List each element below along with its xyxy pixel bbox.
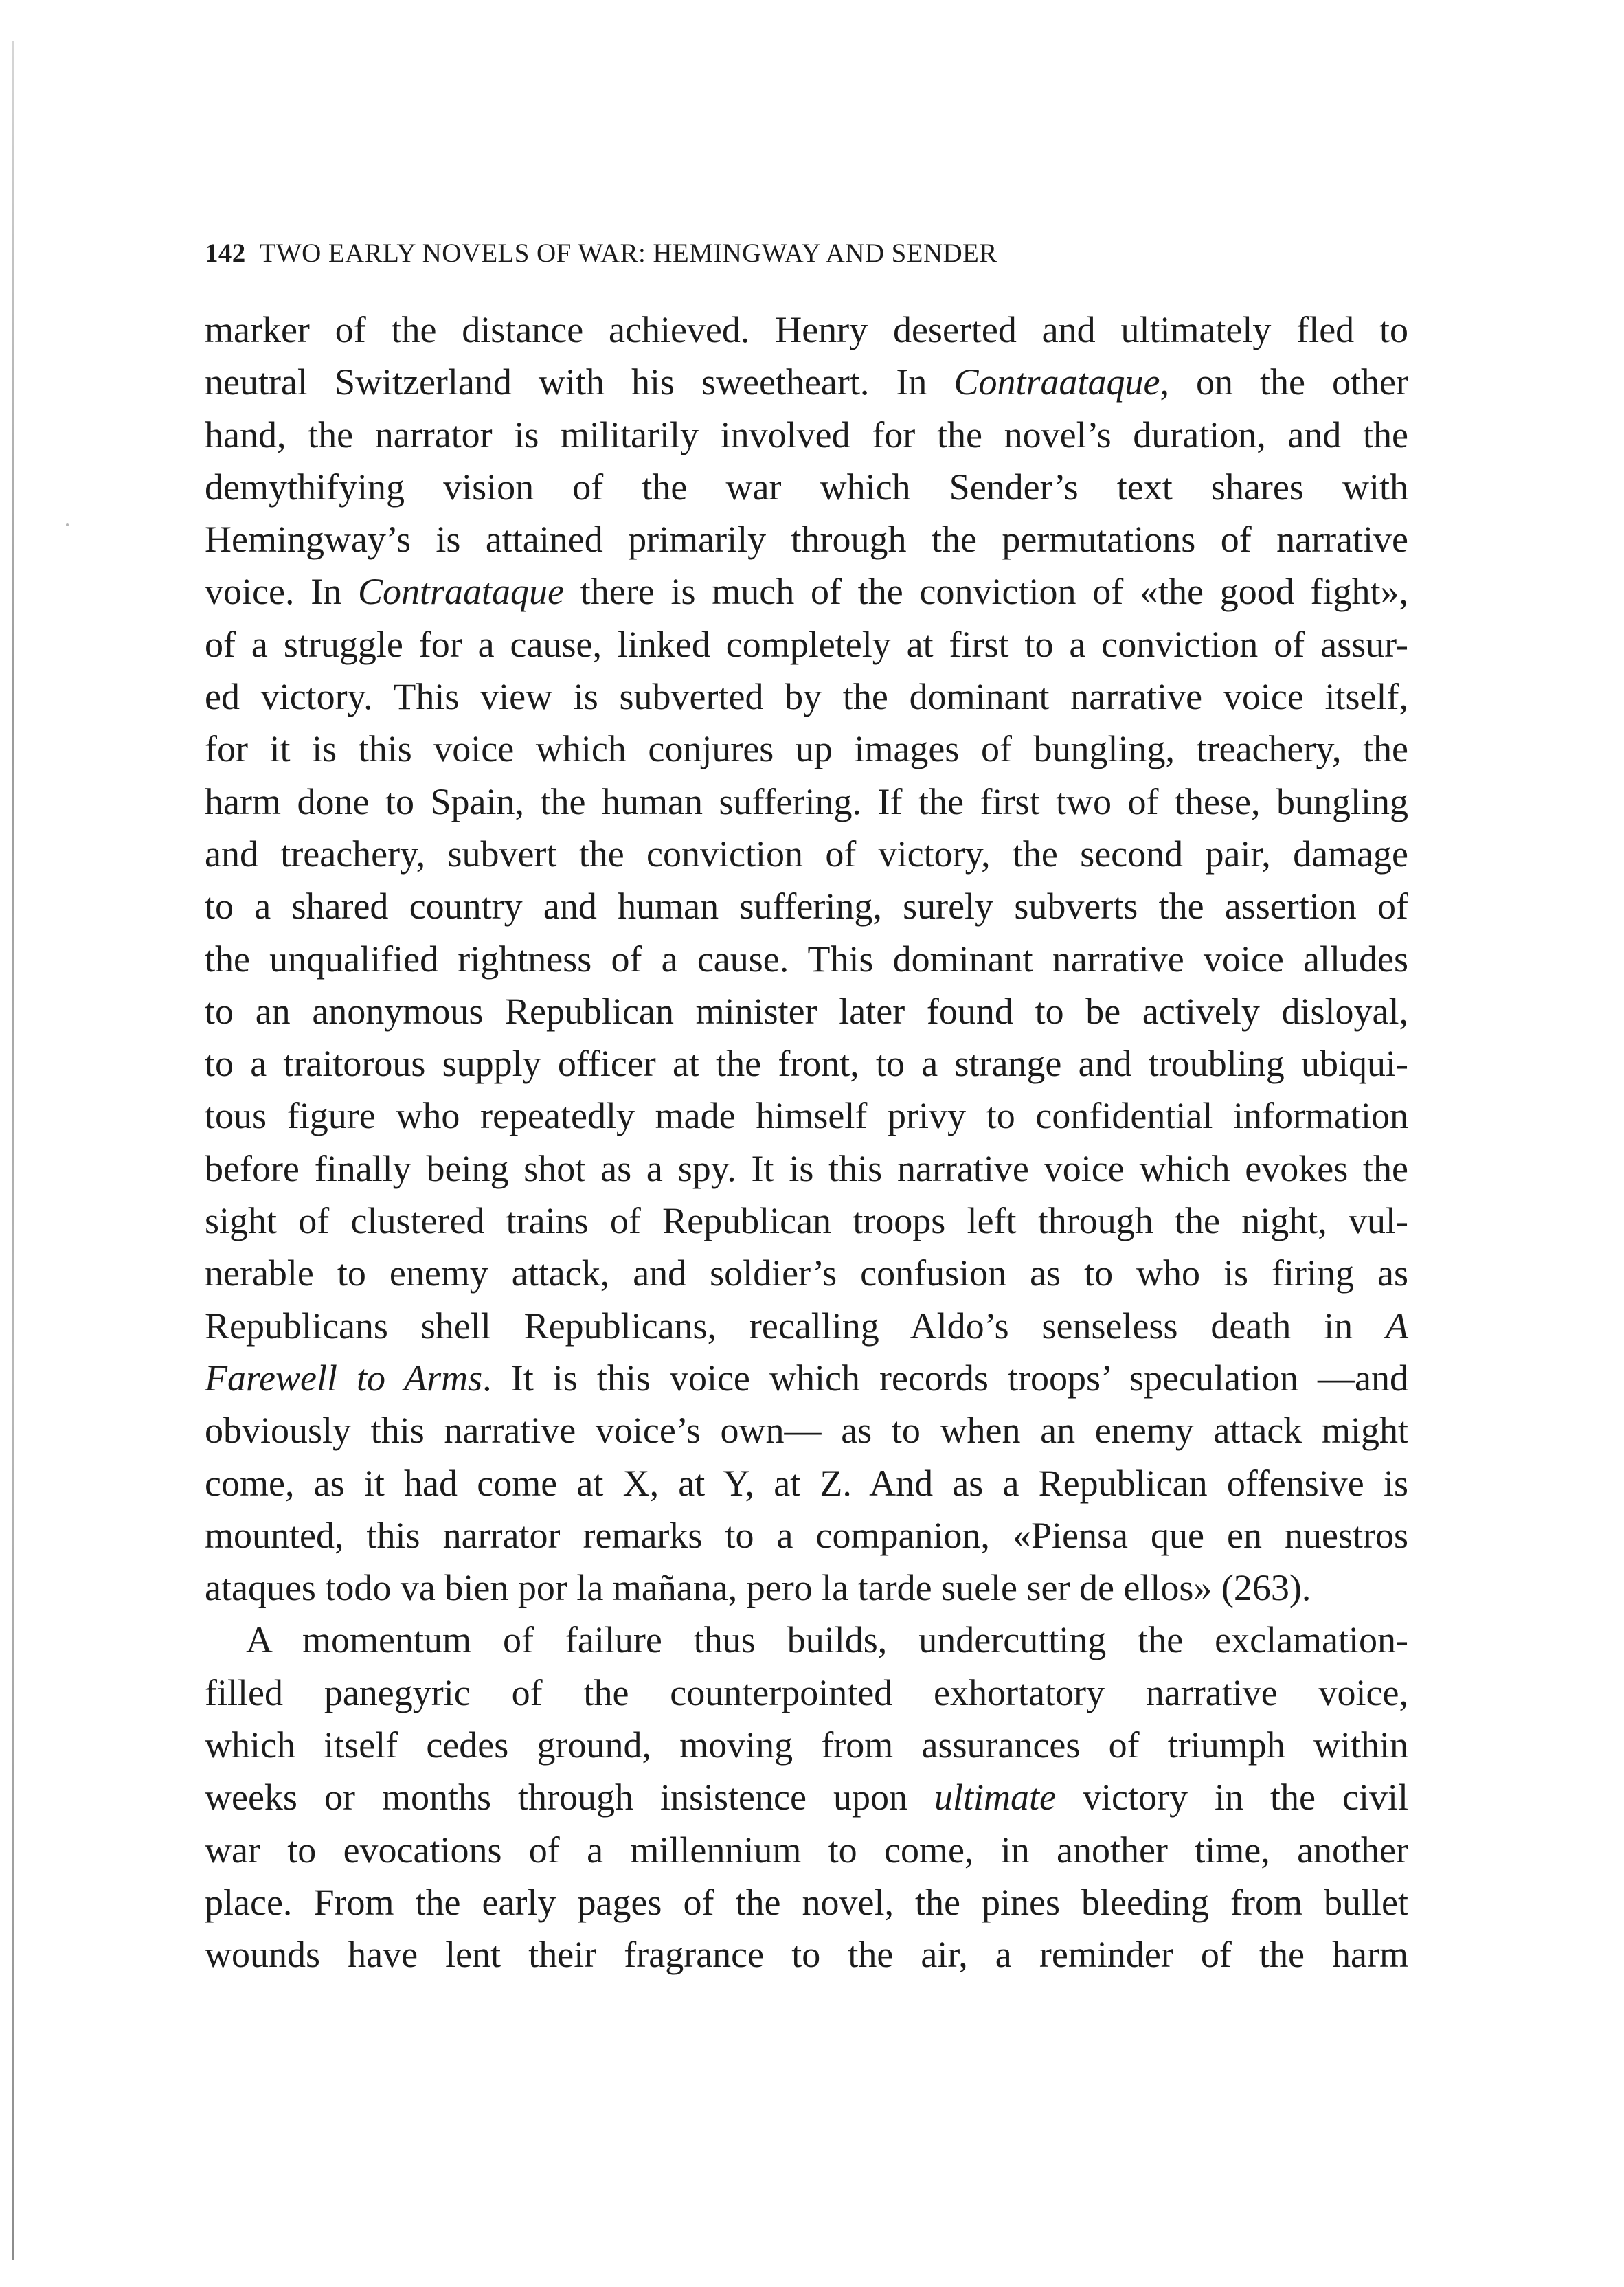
text-line: wounds have lent their fragrance to the air, a reminder of the harm (205, 1934, 1408, 1976)
scan-speck (66, 523, 69, 526)
text-line: tous figure who repeatedly made himself privy to confidential information (205, 1095, 1408, 1137)
text-line: ed victory. This view is subverted by the dominant narrative voice itself, (205, 676, 1408, 718)
text-line: voice. In Contraataque there is much of the conviction of «the good fight», (205, 571, 1409, 613)
book-title-italic: Farewell to Arms (205, 1357, 483, 1399)
body-text (205, 304, 1408, 1981)
text-line: sight of clustered trains of Republican troops left through the night, vul- (205, 1200, 1408, 1242)
text-line: Farewell to Arms. It is this voice which records troops’ speculation —and (205, 1357, 1408, 1399)
emphasis-italic: ultimate (934, 1777, 1056, 1818)
text-line: war to evocations of a millennium to come, in another time, another (205, 1829, 1408, 1871)
text-line: weeks or months through insistence upon ultimate victory in the civil (205, 1777, 1408, 1818)
text-line: place. From the early pages of the novel, the pines bleeding from bullet (205, 1881, 1408, 1923)
text-line: to a traitorous supply officer at the front, to a strange and troubling ubiqui- (205, 1043, 1408, 1085)
text-line: come, as it had come at X, at Y, at Z. And as a Republican offensive is (205, 1462, 1408, 1504)
text-line: before finally being shot as a spy. It is this narrative voice which evokes the (205, 1147, 1408, 1189)
page-number: 142 (205, 238, 246, 268)
book-title-italic: A (1386, 1305, 1408, 1347)
text-line: Republicans shell Republicans, recalling Aldo’s senseless death in A (205, 1305, 1408, 1347)
running-title: TWO EARLY NOVELS OF WAR: HEMINGWAY AND SENDER (259, 238, 997, 268)
paragraph-first-line: A momentum of failure thus builds, undercutting the exclamation- (246, 1619, 1408, 1661)
running-head (205, 236, 997, 271)
text-line: mounted, this narrator remarks to a companion, «Piensa que en nuestros (205, 1514, 1408, 1556)
book-title-italic: Contraataque (357, 571, 564, 613)
text-line: filled panegyric of the counterpointed exhortatory narrative voice, (205, 1671, 1408, 1713)
text-line: nerable to enemy attack, and soldier’s confusion as to who is firing as (205, 1252, 1408, 1294)
text-line: the unqualified rightness of a cause. This dominant narrative voice alludes (205, 938, 1408, 980)
text-line: neutral Switzerland with his sweetheart. In Contraataque, on the other (205, 361, 1408, 403)
scan-page-edge (12, 41, 14, 2260)
text-line: to an anonymous Republican minister later found to be actively disloyal, (205, 990, 1408, 1032)
text-line: marker of the distance achieved. Henry deserted and ultimately fled to (205, 309, 1408, 350)
text-line: hand, the narrator is militarily involved for the novel’s duration, and the (205, 414, 1408, 455)
text-line: harm done to Spain, the human suffering. If the first two of these, bungling (205, 780, 1408, 822)
text-line: of a struggle for a cause, linked completely at first to a conviction of assur- (205, 623, 1408, 665)
text-line: for it is this voice which conjures up images of bungling, treachery, the (205, 728, 1408, 770)
text-line: Hemingway’s is attained primarily through the permutations of narrative (205, 519, 1408, 561)
text-line: to a shared country and human suffering, surely subverts the assertion of (205, 886, 1408, 927)
paragraph-last-line: ataques todo va bien por la mañana, pero la tarde suele ser de ellos» (263). (205, 1567, 1311, 1609)
text-line: obviously this narrative voice’s own— as to when an enemy attack might (205, 1410, 1408, 1452)
text-line: which itself cedes ground, moving from assurances of triumph within (205, 1724, 1408, 1766)
text-line: demythifying vision of the war which Sender’s text shares with (205, 466, 1408, 508)
text-line: and treachery, subvert the conviction of victory, the second pair, damage (205, 833, 1408, 875)
book-title-italic: Contraataque (954, 361, 1160, 403)
